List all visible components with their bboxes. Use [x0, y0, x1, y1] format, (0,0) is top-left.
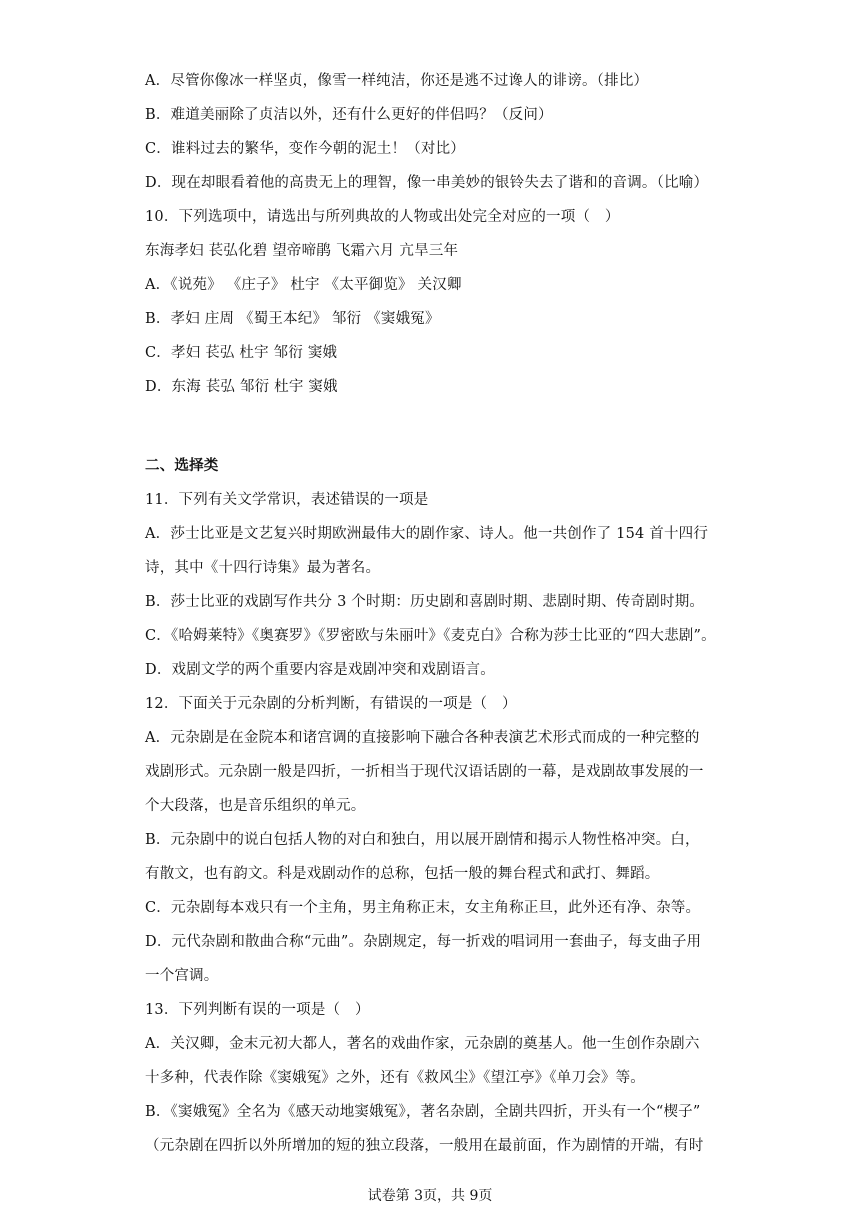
q12-option-a-line3: 个大段落，也是音乐组织的单元。 — [145, 798, 366, 814]
q10-option-d: D．东海 苌弘 邹衍 杜宇 窦娥 — [145, 379, 338, 395]
q11-option-a-line1: A．莎士比亚是文艺复兴时期欧洲最伟大的剧作家、诗人。他一共创作了 154 首十四行 — [145, 526, 709, 542]
q11-option-c: C．《哈姆莱特》《奥赛罗》《罗密欧与朱丽叶》《麦克白》合称为莎士比亚的“四大悲剧”。 — [145, 628, 716, 644]
q9-option-d: D．现在却眼看着他的高贵无上的理智，像一串美妙的银铃失去了谐和的音调。（比喻） — [145, 175, 709, 191]
q13-option-b-line1: B．《窦娥冤》全名为《感天动地窦娥冤》，著名杂剧，全剧共四折，开头有一个“楔子” — [145, 1104, 701, 1120]
q13-option-b-line2: （元杂剧在四折以外所增加的短的独立段落，一般用在最前面，作为剧情的开端，有时 — [145, 1138, 704, 1154]
q13-option-a-line1: A．关汉卿，金末元初大都人，著名的戏曲作家，元杂剧的奠基人。他一生创作杂剧六 — [145, 1036, 700, 1052]
q12-option-c: C．元杂剧每本戏只有一个主角，男主角称正末，女主角称正旦，此外还有净、杂等。 — [145, 900, 701, 916]
q12-option-b-line1: B．元杂剧中的说白包括人物的对白和独白，用以展开剧情和揭示人物性格冲突。白， — [145, 832, 700, 848]
q11-option-b: B．莎士比亚的戏剧写作共分 3 个时期：历史剧和喜剧时期、悲剧时期、传奇剧时期。 — [145, 594, 705, 610]
q11-option-d: D．戏剧文学的两个重要内容是戏剧冲突和戏剧语言。 — [145, 662, 495, 678]
q12-stem: 12．下面关于元杂剧的分析判断，有错误的一项是（ ） — [145, 696, 517, 712]
section-heading: 二、选择类 — [145, 457, 219, 474]
q13-stem: 13．下列判断有误的一项是（ ） — [145, 1002, 370, 1018]
q12-option-b-line2: 有散文，也有韵文。科是戏剧动作的总称，包括一般的舞台程式和武打、舞蹈。 — [145, 866, 660, 882]
q9-option-c: C．谁料过去的繁华，变作今朝的泥土！（对比） — [145, 141, 465, 157]
q11-option-a-line2: 诗，其中《十四行诗集》最为著名。 — [145, 560, 381, 576]
q10-option-c: C．孝妇 苌弘 杜宇 邹衍 窦娥 — [145, 345, 338, 361]
page-footer: 试卷第 3页，共 9页 — [367, 1188, 493, 1204]
q10-option-a: A．《说苑》 《庄子》 杜宇 《太平御览》 关汉卿 — [145, 277, 462, 293]
q11-stem: 11．下列有关文学常识，表述错误的一项是 — [145, 492, 429, 508]
q9-option-b: B．难道美丽除了贞洁以外，还有什么更好的伴侣吗？（反问） — [145, 107, 553, 123]
q12-option-d-line2: 一个宫调。 — [145, 968, 219, 984]
q12-option-a-line2: 戏剧形式。元杂剧一般是四折，一折相当于现代汉语话剧的一幕，是戏剧故事发展的一 — [145, 764, 704, 780]
q13-option-a-line2: 十多种，代表作除《窦娥冤》之外，还有《救风尘》《望江亭》《单刀会》等。 — [145, 1070, 645, 1086]
q12-option-d-line1: D．元代杂剧和散曲合称“元曲”。杂剧规定，每一折戏的唱词用一套曲子，每支曲子用 — [145, 934, 702, 950]
q9-option-a: A．尽管你像冰一样坚贞，像雪一样纯洁，你还是逃不过谗人的诽谤。（排比） — [145, 73, 649, 89]
q10-option-b: B．孝妇 庄周 《蜀王本纪》 邹衍 《窦娥冤》 — [145, 311, 440, 327]
q12-option-a-line1: A．元杂剧是在金院本和诸宫调的直接影响下融合各种表演艺术形式而成的一种完整的 — [145, 730, 700, 746]
q10-allusion-list: 东海孝妇 苌弘化碧 望帝啼鹃 飞霜六月 亢旱三年 — [145, 243, 459, 259]
q10-stem: 10．下列选项中，请选出与所列典故的人物或出处完全对应的一项（ ） — [145, 209, 620, 225]
